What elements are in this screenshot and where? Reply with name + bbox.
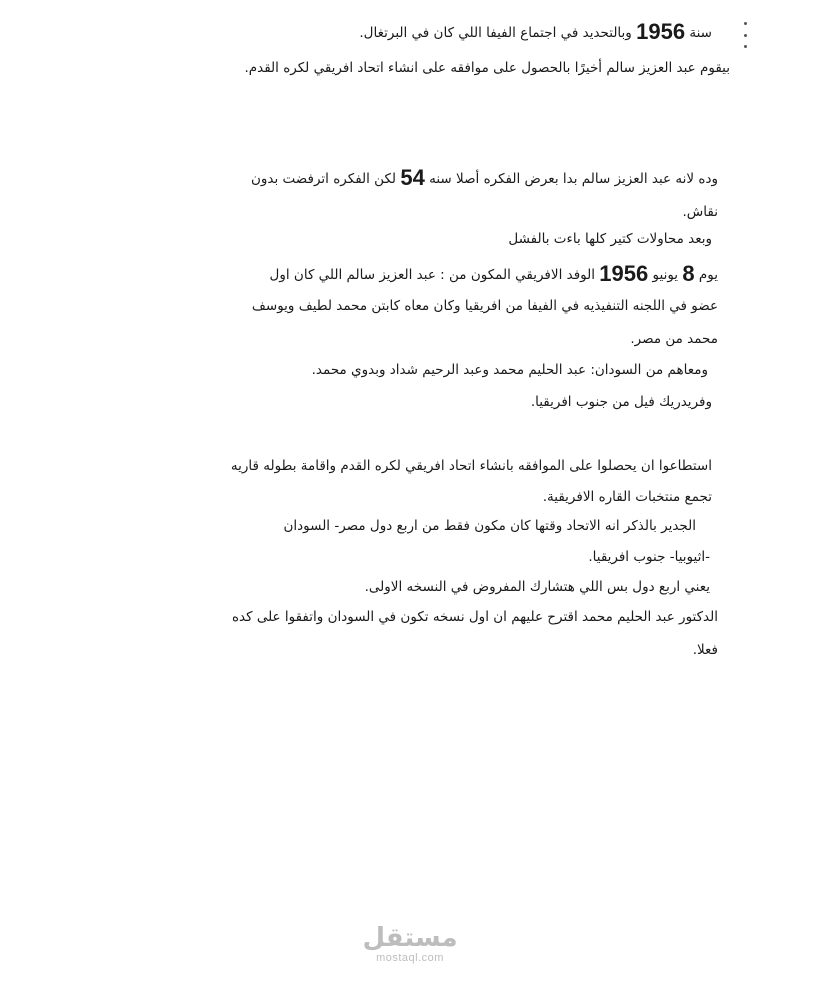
text-line: وبعد محاولات كتير كلها باءت بالفشل [508,231,712,247]
text-line: الدكتور عبد الحليم محمد اقترح عليهم ان اول نسخه تكون في السودان واتفقوا على كده [231,609,718,625]
text-line: يعني اربع دول بس اللي هتشارك المفروض في النسخه الاولى. [364,579,710,595]
dot-icon [744,45,747,48]
text-line: استطاعوا ان يحصلوا على الموافقه بانشاء اتحاد افريقي لكره القدم واقامة بطوله قاريه [230,458,712,474]
text-line: تجمع منتخبات القاره الافريقية. [542,489,712,505]
text-line: الجدير بالذكر انه الاتحاد وقتها كان مكون فقط من اربع دول مصر- السودان [283,518,696,534]
text-line: وده لانه عبد العزيز سالم بدا بعرض الفكره أصلا سنه 54 لكن الفكره اترفضت بدون [250,165,718,190]
text-line: سنة 1956 وبالتحديد في اجتماع الفيفا اللي كان في البرتغال. [359,19,712,44]
text-line: فعلا. [692,642,718,658]
text-line: -اثيوبيا- جنوب افريقيا. [588,549,710,565]
dot-icon [744,22,747,25]
text-line: نقاش. [682,204,718,220]
text-line: يوم 8 يونيو 1956 الوفد الافريقي المكون من : عبد العزيز سالم اللي كان اول [269,261,718,286]
logo-arabic-text: مستقل [362,923,458,953]
logo-latin-text: mostaql.com [376,952,444,964]
mostaql-logo [360,924,460,968]
text-line: محمد من مصر. [630,331,718,347]
text-line: وفريدريك فيل من جنوب افريقيا. [530,394,712,410]
more-options-menu[interactable] [738,22,752,48]
text-line: ومعاهم من السودان: عبد الحليم محمد وعبد الرحيم شداد وبدوي محمد. [311,362,708,378]
text-line: بيقوم عبد العزيز سالم أخيرًا بالحصول على موافقه على انشاء اتحاد افريقي لكره القدم. [244,60,730,76]
dot-icon [744,34,747,37]
text-line: عضو في اللجنه التنفيذيه في الفيفا من افريقيا وكان معاه كابتن محمد لطيف ويوسف [251,298,718,314]
